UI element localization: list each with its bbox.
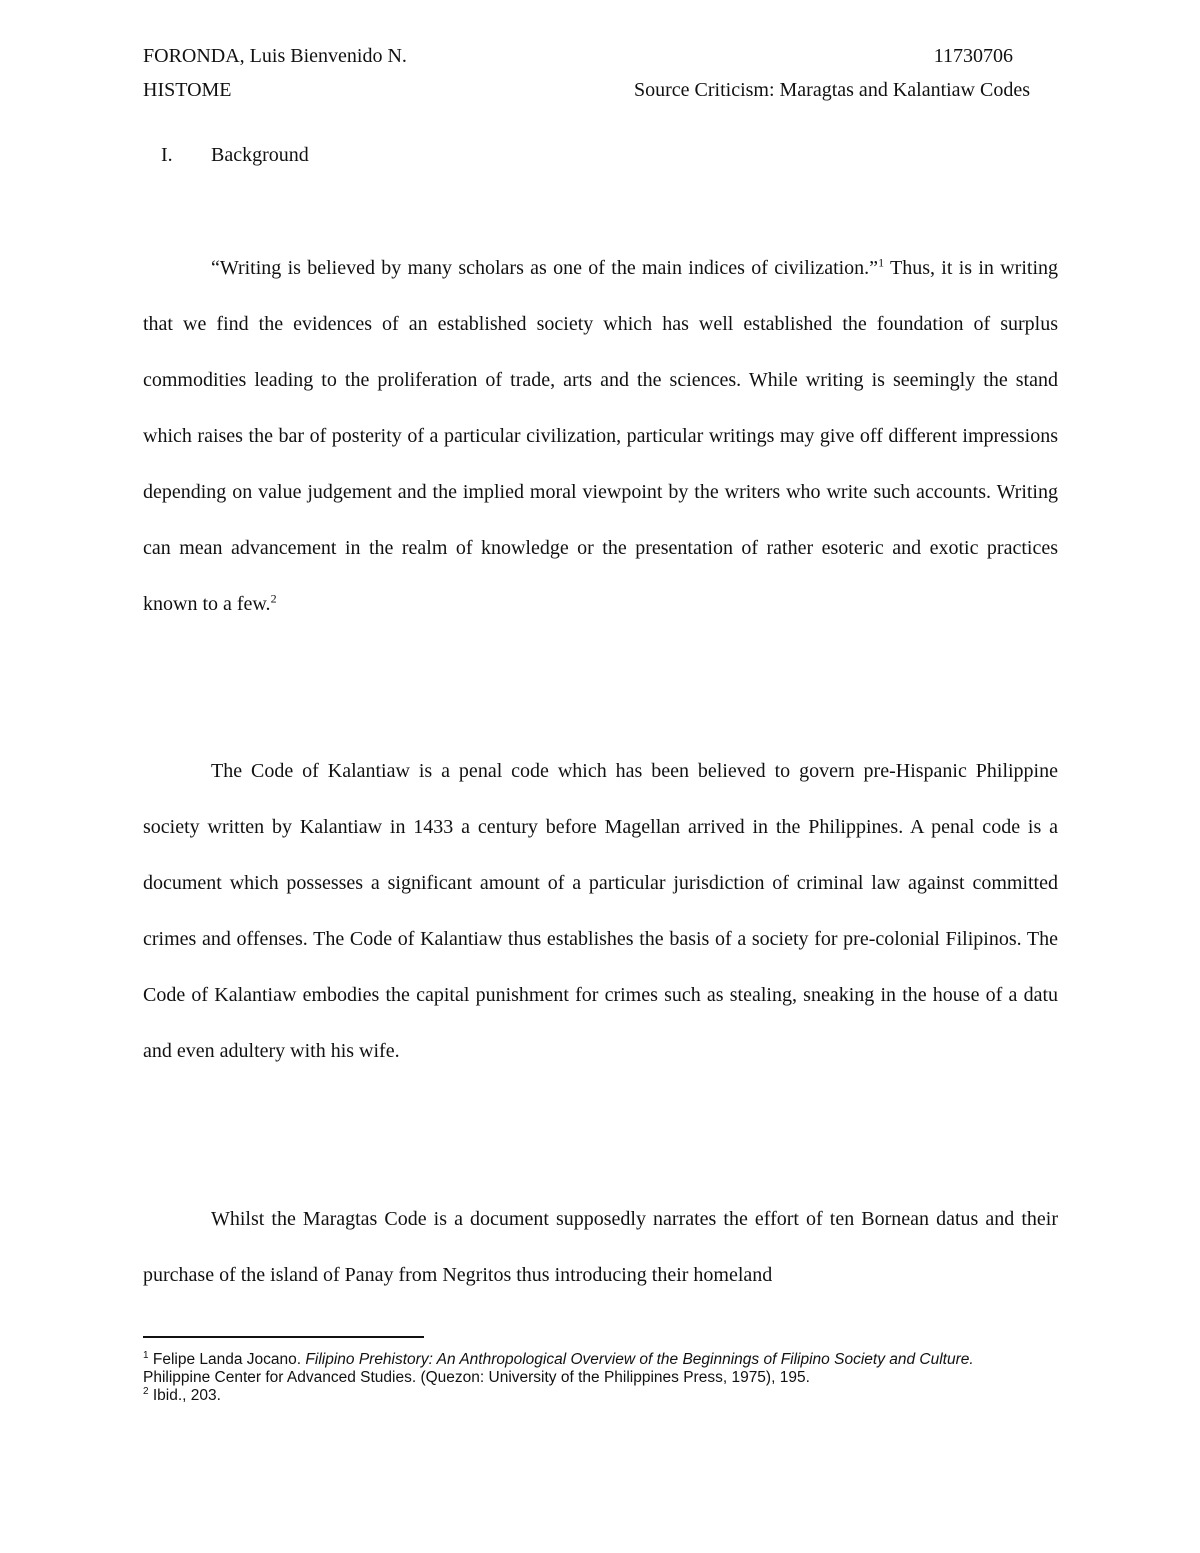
paragraph-3 [143,1191,1058,1303]
footnote-1-mark: 1 [143,1349,149,1361]
footnote-1-publication: Philippine Center for Advanced Studies. (Quezon: University of the Philippines Press, 1975), 195. [143,1369,810,1386]
section-number: I. [161,144,173,166]
footnote-2-text: Ibid., 203. [148,1387,221,1404]
footnote-2-mark: 2 [143,1385,149,1397]
paragraph-1-body: Thus, it is in writing that we find the evidences of an established society which has well established the foundation of surplus commodities leading to the proliferation of trade, arts and the sciences. While writing is seemingly the stand which raises the bar of posterity of a particular civilization, particular writings may give off different impressions depending on value judgement and the implied moral viewpoint by the writers who write such accounts. Writing can mean advancement in the realm of knowledge or the presentation of rather esoteric and exotic practices known to a few. [143,257,1058,615]
footnote-1 [143,1351,1033,1387]
footnote-2 [143,1387,1033,1405]
paragraph-2-text: The Code of Kalantiaw is a penal code which has been believed to govern pre-Hispanic Philippine society written by Kalantiaw in 1433 a century before Magellan arrived in the Philippines. A penal code is a document which possesses a significant amount of a particular jurisdiction of criminal law against committed crimes and offenses. The Code of Kalantiaw thus establishes the basis of a society for pre-colonial Filipinos. The Code of Kalantiaw embodies the capital punishment for crimes such as stealing, sneaking in the house of a datu and even adultery with his wife. [143,760,1058,1062]
paragraph-3-text: Whilst the Maragtas Code is a document supposedly narrates the effort of ten Bornean datus and their purchase of the island of Panay from Negritos thus introducing their homeland [143,1208,1058,1286]
header-author: FORONDA, Luis Bienvenido N. [143,45,407,67]
paragraph-1-quote: “Writing is believed by many scholars as one of the main indices of civilization.” [211,257,879,279]
header-student-id: 11730706 [933,45,1013,67]
footnote-separator [143,1336,424,1338]
section-title: Background [211,144,309,166]
footnote-1-author: Felipe Landa Jocano. [148,1351,306,1368]
header-paper-title: Source Criticism: Maragtas and Kalantiaw Codes [633,79,1030,101]
header-course: HISTOME [143,79,232,101]
footnote-1-book-title: Filipino Prehistory: An Anthropological Overview of the Beginnings of Filipino Society and Culture. [305,1351,974,1368]
section-heading [161,143,309,167]
footnotes [143,1351,1033,1405]
paragraph-1 [143,240,1058,632]
footnote-ref-2[interactable]: 2 [270,591,277,606]
paragraph-2 [143,743,1058,1079]
footnote-ref-1[interactable]: 1 [878,255,885,270]
